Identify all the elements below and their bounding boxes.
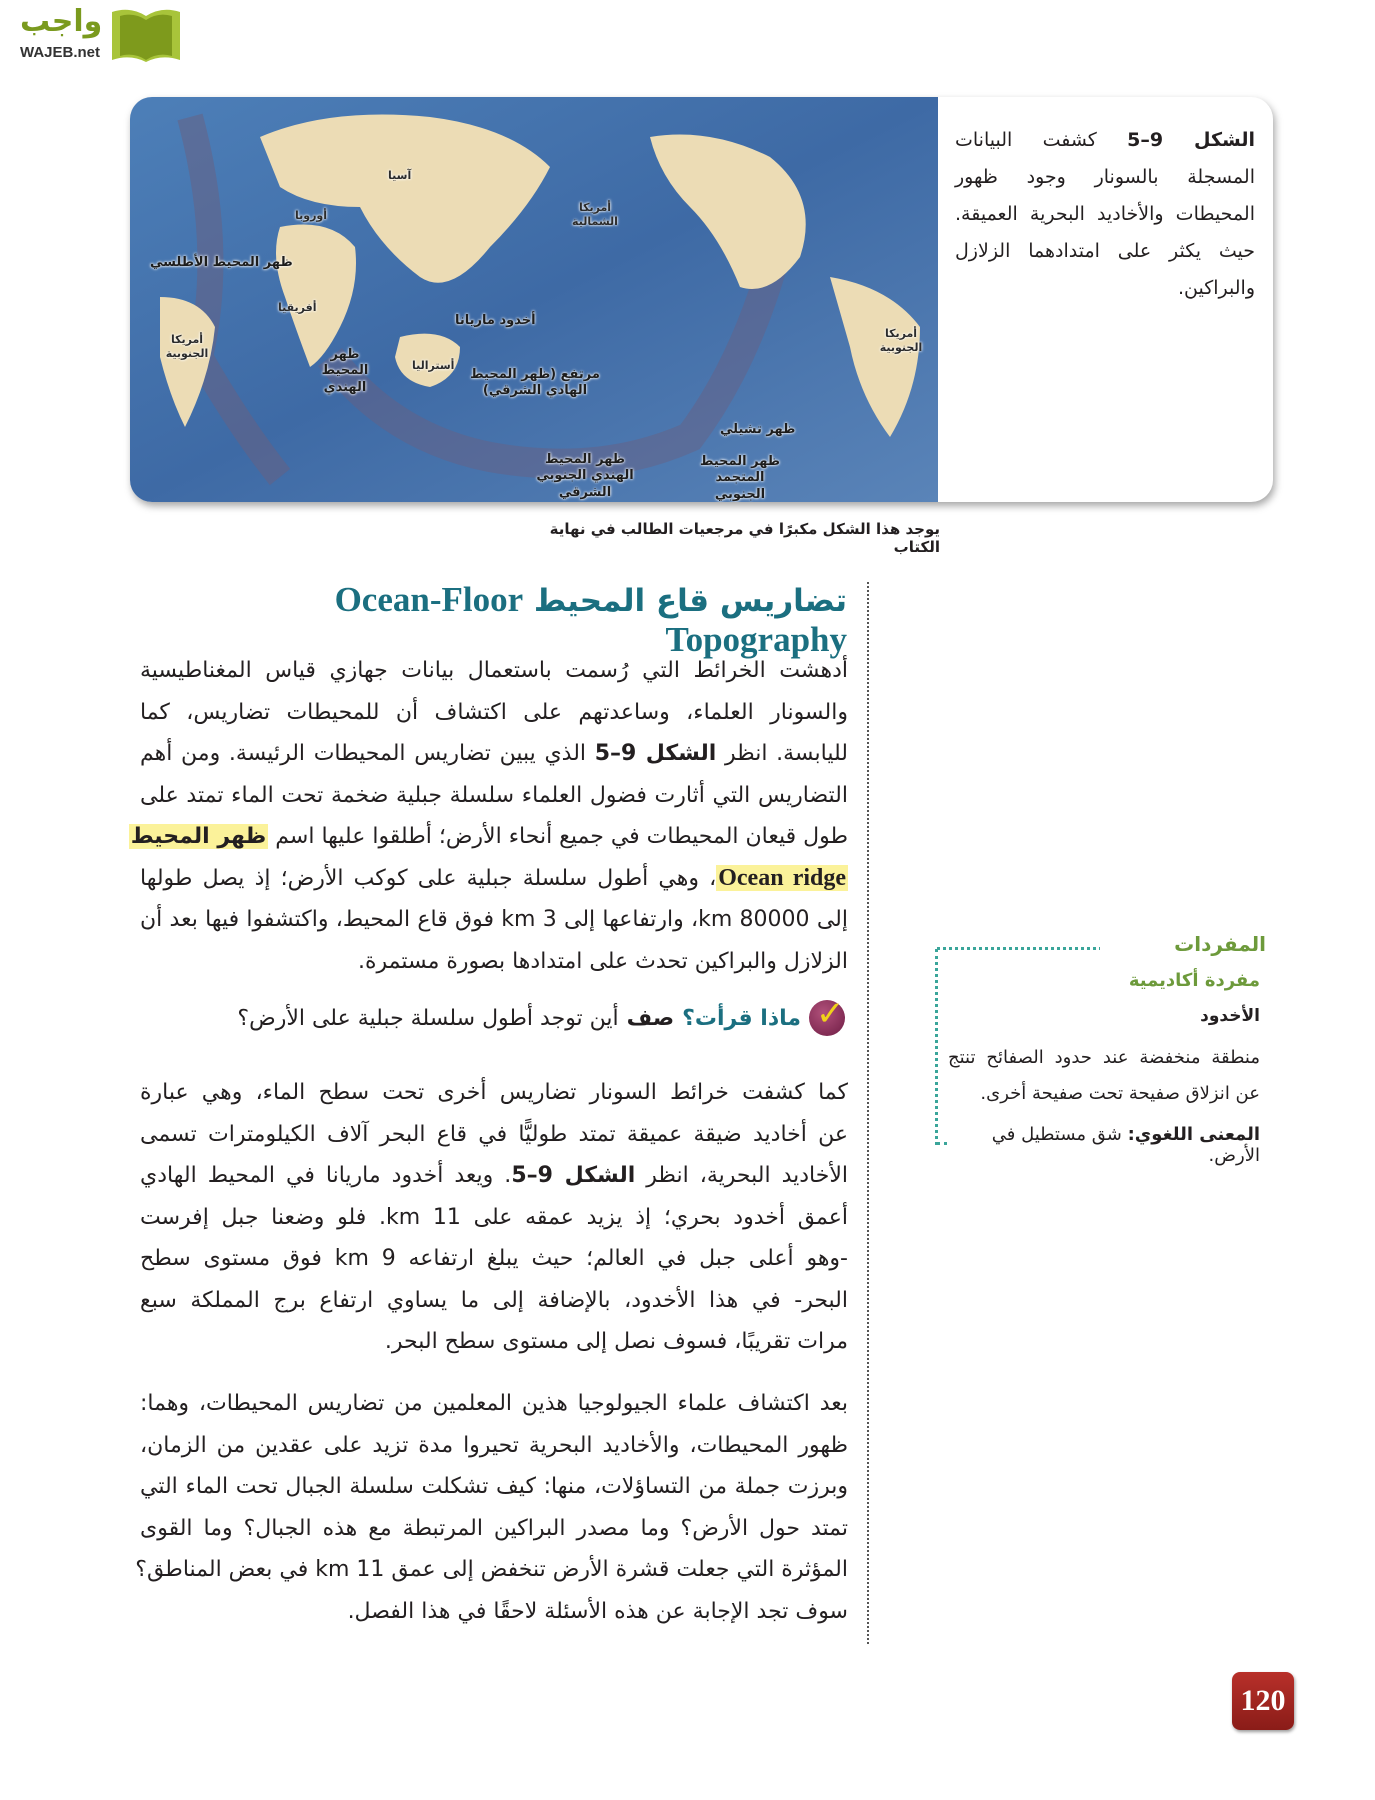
text-line: ظهور المحيطات، والأخاديد البحرية تحيروا مدة تزيد على عقدين من الزمان، <box>140 1432 848 1458</box>
map-label-australia: أستراليا <box>412 359 455 372</box>
map-label-europe: أوروبا <box>295 209 328 222</box>
figure-caption-label: الشكل 9–5 <box>1127 129 1256 151</box>
reading-check-verb: صف <box>626 1005 675 1031</box>
text-line: الزلازل والبراكين تحدث على امتدادها بصورة مستمرة. <box>357 948 848 974</box>
paragraph-trenches <box>140 1072 848 1363</box>
vocab-term-highlight: ظهر المحيط <box>130 824 267 849</box>
text-line: كما كشفت خرائط السونار تضاريس أخرى تحت سطح الماء، وهي عبارة <box>140 1080 848 1105</box>
text-line: سوف تجد الإجابة عن هذه الأسئلة لاحقًا في هذا الفصل. <box>347 1598 848 1624</box>
text: طول قيعان المحيطات في جميع أنحاء الأرض؛ أطلقوا عليها اسم <box>268 824 848 849</box>
map-label-north-america: أمريكا الشمالية <box>572 201 618 228</box>
text: ، وهي أطول سلسلة جبلية على كوكب الأرض؛ إذ يصل طولها <box>140 865 717 891</box>
figure-reference: الشكل 9–5 <box>594 741 717 766</box>
paragraph-questions <box>135 1383 848 1632</box>
text-line: وبرزت جملة من التساؤلات، منها: كيف تشكلت سلسلة الجبال تحت الماء التي <box>140 1474 848 1499</box>
logo-arabic: واجب <box>20 4 103 39</box>
text: . ويعد أخدود ماريانا في المحيط الهادي <box>140 1163 512 1188</box>
reading-check-title: ماذا قرأت؟ <box>682 1005 801 1031</box>
map-label-africa: أفريقيا <box>278 301 317 314</box>
text-line: المؤثرة التي جعلت قشرة الأرض تنخفض إلى عمق 11 km في بعض المناطق؟ <box>135 1557 848 1582</box>
map-label-mariana-trench: أخدود ماريانا <box>455 313 536 328</box>
map-label-south-america-left: أمريكا الجنوبية <box>165 333 209 360</box>
map-label-indian-ridge: ظهر المحيط الهندي <box>321 347 369 395</box>
linguistic-meaning-text: شق مستطيل في الأرض. <box>991 1124 1260 1166</box>
text-line: -وهو أعلى جبل في العالم؛ حيث يبلغ ارتفاعه 9 km فوق مستوى سطح <box>140 1246 848 1271</box>
text-line: مرات تقريبًا، فسوف نصل إلى مستوى سطح البحر. <box>384 1329 848 1354</box>
text: الأخاديد البحرية، انظر <box>635 1163 849 1188</box>
map-label-asia: آسيا <box>388 169 412 182</box>
book-icon <box>108 6 184 64</box>
ocean-floor-map <box>130 97 938 502</box>
map-label-east-pacific-rise: مرتفع (ظهر المحيط الهادي الشرقي) <box>470 367 600 399</box>
text-line: إلى 80000 km، وارتفاعها إلى 3 km فوق قاع المحيط، واكتشفوا فيها بعد أن <box>140 907 848 932</box>
logo-latin: WAJEB.net <box>20 44 101 61</box>
figure-note: يوجد هذا الشكل مكبرًا في مرجعيات الطالب في نهاية الكتاب <box>549 520 940 556</box>
checkmark-icon <box>809 1000 845 1036</box>
figure-caption-text: كشفت البيانات المسجلة بالسونار وجود ظهور المحيطات والأخاديد البحرية العميقة. حيث يكثر على امتدادهما الزلازل والبراكين. <box>955 129 1255 299</box>
section-heading <box>150 580 847 660</box>
world-map-image <box>130 97 938 502</box>
map-label-southern-ocean-ridge: ظهر المحيط المتجمد الجنوبي <box>699 454 781 502</box>
text-line: تمتد حول الأرض؟ وما مصدر البراكين المرتبطة مع هذه الجبال؟ وما القوى <box>140 1515 848 1541</box>
figure-reference: الشكل 9–5 <box>511 1163 636 1188</box>
text-line: أدهشت الخرائط التي رُسمت باستعمال بيانات جهازي قياس المغناطيسية <box>140 658 848 683</box>
map-label-southeast-indian-ridge: ظهر المحيط الهندي الجنوبي الشرقي <box>536 452 634 500</box>
text-line: بعد اكتشاف علماء الجيولوجيا هذين المعلمين من تضاريس المحيطات، وهما: <box>140 1391 848 1416</box>
section-title-ar: تضاريس قاع المحيط <box>533 583 847 619</box>
reading-check-question: أين توجد أطول سلسلة جبلية على الأرض؟ <box>237 1005 619 1031</box>
map-label-atlantic-ridge: ظهر المحيط الأطلسي <box>150 255 293 270</box>
text-line <box>140 858 848 900</box>
vocabulary-linguistic-meaning <box>948 1124 1260 1166</box>
column-divider <box>867 582 869 1644</box>
reading-check <box>180 1000 845 1036</box>
map-label-south-america-right: أمريكا الجنوبية <box>879 327 923 354</box>
text-line: البحر- في هذا الأخدود، بالإضافة إلى ما يساوي ارتفاع برج المملكة سبع <box>140 1287 848 1313</box>
page-number-badge: 120 <box>1232 1672 1294 1730</box>
map-label-chile-ridge: ظهر تشيلي <box>720 422 796 437</box>
wajeb-logo <box>8 4 190 66</box>
vocab-term-en-highlight: Ocean ridge <box>718 864 847 891</box>
vocabulary-subtitle: مفردة أكاديمية <box>1128 970 1260 991</box>
text-line: والسونار العلماء، وساعدتهم على اكتشاف أن للمحيطات تضاريس، كما <box>140 699 848 725</box>
linguistic-meaning-label: المعنى اللغوي: <box>1127 1124 1260 1145</box>
text: الذي يبين تضاريس المحيطات الرئيسة. ومن أهم <box>140 741 595 766</box>
paragraph-ocean-ridge <box>130 650 849 982</box>
text: لليابسة. انظر <box>716 741 849 766</box>
figure-caption <box>955 122 1255 307</box>
text-line <box>130 816 848 858</box>
vocabulary-term: الأخدود <box>1200 1006 1260 1026</box>
text-line <box>140 1155 848 1197</box>
text-line: أعمق أخدود بحري؛ إذ يزيد عمقه على 11 km. فلو وضعنا جبل إفرست <box>140 1204 848 1230</box>
section-title-en: Ocean-Floor Topography <box>334 580 847 659</box>
text-line <box>140 733 848 775</box>
vocabulary-definition: منطقة منخفضة عند حدود الصفائح تنتج عن انزلاق صفيحة تحت صفيحة أخرى. <box>948 1047 1260 1104</box>
text-line: عن أخاديد ضيقة عميقة تمتد طوليًّا في قاع البحر آلاف الكيلومترات تسمى <box>140 1121 848 1147</box>
vocabulary-title: المفردات <box>1100 932 1266 956</box>
vocab-border-left <box>935 949 938 1145</box>
text-line: التضاريس التي أثارت فضول العلماء سلسلة جبلية ضخمة تحت الماء تمتد على <box>140 782 848 808</box>
